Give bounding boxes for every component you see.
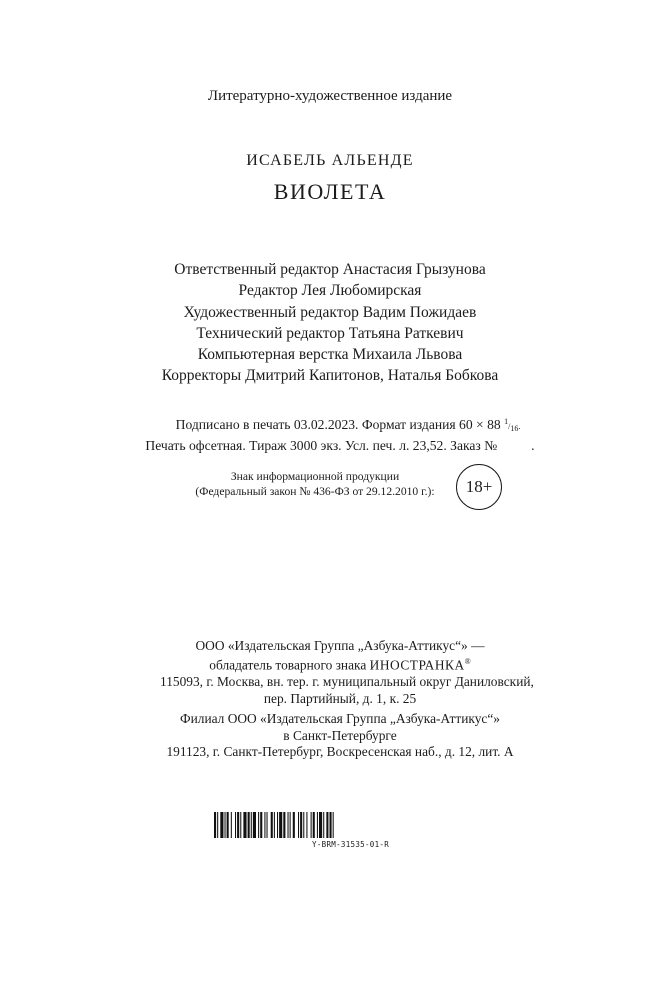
barcode-bar bbox=[251, 812, 252, 838]
print-info-line-2 bbox=[10, 437, 660, 454]
barcode-bar bbox=[303, 812, 304, 838]
barcode-bar bbox=[258, 812, 259, 838]
barcode-bar bbox=[231, 812, 232, 838]
barcode-bar bbox=[323, 812, 324, 838]
format-fraction-denominator: 16 bbox=[510, 424, 519, 433]
barcode-bar bbox=[235, 812, 236, 838]
barcode-bar bbox=[313, 812, 315, 838]
barcode-bar bbox=[277, 812, 278, 838]
branch-name: Филиал ООО «Издательская Группа „Азбука-Аттикус“» bbox=[180, 711, 500, 727]
branch-address: 191123, г. Санкт-Петербург, Воскресенская наб., д. 12, лит. А bbox=[166, 743, 514, 759]
publisher-block bbox=[160, 638, 534, 760]
barcode-bar bbox=[267, 812, 268, 838]
publisher-trademark-line bbox=[160, 654, 520, 674]
barcode-bar bbox=[220, 812, 223, 838]
credits-block bbox=[0, 259, 660, 387]
book-title: ВИОЛЕТА bbox=[273, 179, 387, 204]
format-fraction-numerator: 1 bbox=[504, 417, 509, 426]
publisher-name: ООО «Издательская Группа „Азбука-Аттикус“» — bbox=[195, 638, 485, 653]
barcode-bar bbox=[283, 812, 285, 838]
barcode-bar bbox=[264, 812, 265, 838]
age-rating-badge: 18+ bbox=[456, 464, 502, 510]
barcode-bar bbox=[311, 812, 312, 838]
barcode-bar bbox=[243, 812, 246, 838]
barcode-bar bbox=[300, 812, 302, 838]
barcode-bar bbox=[253, 812, 256, 838]
barcode-bar bbox=[240, 812, 241, 838]
barcode-bar bbox=[326, 812, 328, 838]
barcode-bar bbox=[293, 812, 295, 838]
barcode-bar bbox=[227, 812, 229, 838]
print-signed-format: Подписано в печать 03.02.2023. Формат издания 60 × 88 bbox=[175, 417, 501, 432]
credit-line-technical-editor: Технический редактор Татьяна Раткевич bbox=[196, 324, 464, 342]
barcode-bar bbox=[274, 812, 275, 838]
branch-city: в Санкт-Петербурге bbox=[283, 727, 397, 743]
barcode-bar bbox=[271, 812, 273, 838]
print-run-order: Печать офсетная. Тираж 3000 экз. Усл. печ. л. 23,52. Заказ № bbox=[145, 438, 498, 453]
credit-line-editor-in-charge: Ответственный редактор Анастасия Грызунова bbox=[174, 261, 486, 278]
genre-line: Литературно-художественное издание bbox=[207, 88, 453, 104]
print-info-line-1 bbox=[18, 413, 660, 437]
trademark-brand: ИНОСТРАНКА bbox=[369, 657, 465, 673]
author-name: ИСАБЕЛЬ АЛЬЕНДЕ bbox=[246, 152, 414, 169]
barcode-bar bbox=[330, 812, 332, 838]
barcode-bar bbox=[317, 812, 318, 838]
age-rating-law: (Федеральный закон № 436-ФЗ от 29.12.2010 г.): bbox=[195, 484, 435, 498]
barcode-code: Y-BRM-31535-01-R bbox=[312, 840, 390, 849]
barcode-bar bbox=[237, 812, 239, 838]
trademark-prefix: обладатель товарного знака bbox=[209, 657, 367, 673]
format-fraction: 1/16. bbox=[504, 417, 521, 433]
barcode-bars bbox=[214, 812, 444, 838]
publisher-address-2: пер. Партийный, д. 1, к. 25 bbox=[263, 690, 417, 706]
barcode-bar bbox=[217, 812, 218, 838]
barcode-bar bbox=[214, 812, 216, 838]
barcode-bar bbox=[260, 812, 262, 838]
barcode-bar bbox=[298, 812, 299, 838]
print-info bbox=[0, 413, 660, 454]
barcode-bar bbox=[290, 812, 291, 838]
barcode-bar bbox=[225, 812, 226, 838]
registered-mark: ® bbox=[464, 657, 471, 667]
credit-line-art-editor: Художественный редактор Вадим Пожидаев bbox=[183, 303, 477, 321]
barcode-bar bbox=[333, 812, 334, 838]
barcode bbox=[214, 812, 444, 849]
age-rating-text bbox=[180, 470, 450, 499]
credit-line-editor: Редактор Лея Любомирская bbox=[238, 282, 422, 300]
print-run-end: . bbox=[531, 438, 535, 453]
publisher-address-1: 115093, г. Москва, вн. тер. г. муниципальный округ Даниловский, bbox=[160, 674, 534, 690]
barcode-bar bbox=[248, 812, 250, 838]
credit-line-proofreaders: Корректоры Дмитрий Капитонов, Наталья Бобкова bbox=[161, 367, 499, 385]
barcode-bar bbox=[319, 812, 322, 838]
age-rating-label: Знак информационной продукции bbox=[230, 470, 400, 483]
barcode-bar bbox=[288, 812, 289, 838]
credit-line-layout: Компьютерная верстка Михаила Львова bbox=[197, 346, 463, 364]
barcode-bar bbox=[279, 812, 282, 838]
barcode-bar bbox=[306, 812, 307, 838]
